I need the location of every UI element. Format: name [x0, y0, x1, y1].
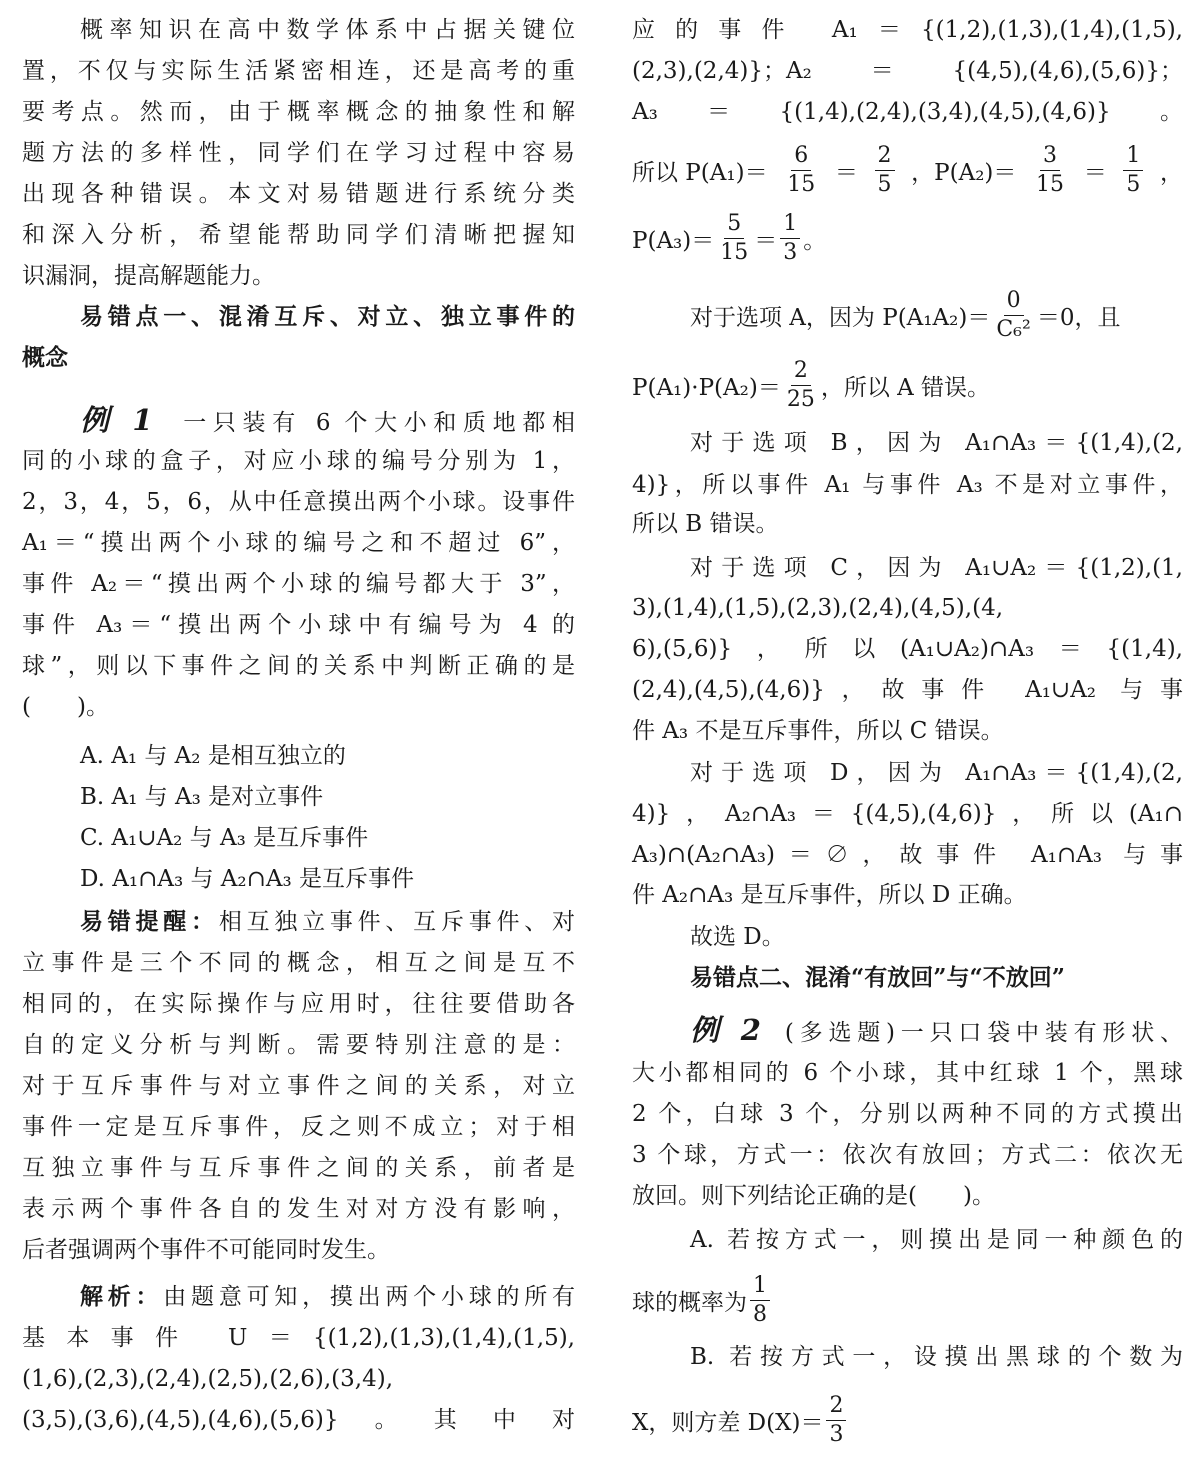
option-c-analysis: 6),(5,6)}，所以(A₁∪A₂)∩A₃＝{(1,4), [632, 636, 1183, 662]
analysis-line: (2,3),(2,4)}；A₂＝{(4,5),(4,6),(5,6)}； [632, 58, 1183, 84]
intro-line: 要考点。然而，由于概率概念的抽象性和解 [22, 99, 575, 125]
example-2-line: 放回。则下列结论正确的是( )。 [632, 1183, 995, 1209]
option-c-analysis: (2,4),(4,5),(4,6)}，故事件 A₁∪A₂ 与事 [632, 677, 1183, 703]
math-text: ＝0，且 [1036, 304, 1121, 331]
example-1-line: A₁＝“摸出两个小球的编号之和不超过 6”， [22, 530, 575, 556]
fraction [1033, 142, 1067, 199]
example-1-line: 球”，则以下事件之间的关系中判断正确的是 [22, 653, 575, 679]
numerator: 1 [1123, 142, 1143, 171]
analysis-line: A₃＝{(1,4),(2,4),(3,4),(4,5),(4,6)}。 [632, 99, 1183, 125]
math-text: ＝ [1083, 159, 1107, 186]
denominator: 3 [829, 1421, 844, 1447]
example-1-text: 一只装有 6 个大小和质地都相 [176, 410, 575, 436]
math-text: ， [1159, 159, 1183, 186]
analysis-line: (1,6),(2,3),(2,4),(2,5),(2,6),(3,4), [22, 1366, 394, 1392]
option-b-analysis: 对于选项 B，因为 A₁∩A₃＝{(1,4),(2, [690, 430, 1183, 456]
fraction [784, 357, 818, 414]
numerator: 6 [791, 142, 811, 171]
example-2-option-b [632, 1385, 1183, 1455]
fraction [993, 287, 1033, 344]
analysis-text: 由题意可知，摸出两个小球的所有 [163, 1284, 576, 1310]
example-1-line: 事件 A₃＝“摸出两个小球中有编号为 4 的 [22, 612, 575, 638]
option-d-analysis: 对于选项 D，因为 A₁∩A₃＝{(1,4),(2, [690, 760, 1183, 786]
numerator: 3 [1040, 142, 1060, 171]
intro-line: 概率知识在高中数学体系中占据关键位 [80, 17, 575, 43]
numerator: 2 [826, 1392, 846, 1421]
reminder-line: 表示两个事件各自的发生对对方没有影响， [22, 1196, 575, 1222]
analysis-label: 解析： [80, 1283, 164, 1310]
answer-line: 故选 D。 [690, 924, 785, 950]
math-text: P(A₁)·P(A₂)＝ [632, 374, 781, 401]
option-c: C. A₁∪A₂ 与 A₃ 是互斥事件 [80, 825, 369, 851]
example-1-line: 同的小球的盒子，对应小球的编号分别为 1， [22, 448, 575, 474]
example-1-label: 例 1 [80, 403, 153, 437]
section-heading-1: 易错点一、混淆互斥、对立、独立事件的 [80, 303, 575, 330]
denominator: 8 [753, 1301, 767, 1327]
option-b: B. A₁ 与 A₃ 是对立事件 [80, 784, 324, 810]
option-a-analysis [632, 280, 1183, 350]
example-2-line: 2 个，白球 3 个，分别以两种不同的方式摸出 [632, 1101, 1183, 1127]
example-2-option-a: A. 若按方式一，则摸出是同一种颜色的 [690, 1227, 1183, 1253]
numerator: 1 [780, 210, 800, 239]
denominator: 5 [1126, 171, 1141, 197]
example-2-line: 大小都相同的 6 个小球，其中红球 1 个，黑球 [632, 1060, 1183, 1086]
intro-line: 题方法的多样性，同学们在学习过程中容易 [22, 140, 575, 166]
numerator: 0 [1004, 287, 1024, 316]
reminder-line: 事件一定是互斥事件，反之则不成立；对于相 [22, 1114, 575, 1140]
option-b-analysis: 4)}，所以事件 A₁ 与事件 A₃ 不是对立事件， [632, 472, 1183, 498]
option-d-analysis: A₃)∩(A₂∩A₃)＝∅，故事件 A₁∩A₃ 与事 [632, 842, 1183, 868]
intro-line: 置，不仅与实际生活紧密相连，还是高考的重 [22, 58, 575, 84]
section-heading-2: 易错点二、混淆“有放回”与“不放回” [690, 964, 1065, 991]
analysis-line: 应的事件 A₁＝{(1,2),(1,3),(1,4),(1,5), [632, 17, 1183, 43]
option-c-analysis: 件 A₃ 不是互斥事件，所以 C 错误。 [632, 718, 1004, 744]
denominator: C₆² [996, 316, 1031, 342]
math-text: 对于选项 A，因为 P(A₁A₂)＝ [690, 304, 991, 331]
math-text: 球的概率为 [632, 1289, 747, 1316]
left-column [22, 0, 575, 1465]
probability-line [632, 203, 1183, 273]
fraction [826, 1392, 846, 1449]
numerator: 5 [724, 210, 744, 239]
reminder-text: 相互独立事件、互斥事件、对 [218, 909, 576, 935]
example-2-option-b: B. 若按方式一，设摸出黑球的个数为 [690, 1344, 1183, 1370]
reminder-line: 立事件是三个不同的概念，相互之间是互不 [22, 950, 575, 976]
math-text: ，所以 A 错误。 [820, 374, 991, 401]
example-1-line: 2，3，4，5，6，从中任意摸出两个小球。设事件 [22, 489, 575, 515]
math-text: X，则方差 D(X)＝ [632, 1409, 824, 1436]
numerator: 2 [791, 357, 811, 386]
example-1-line: 事件 A₂＝“摸出两个小球的编号都大于 3”， [22, 571, 575, 597]
analysis-line [22, 1277, 575, 1317]
option-c-analysis: 对于选项 C，因为 A₁∪A₂＝{(1,2),(1, [690, 555, 1183, 581]
fraction [780, 210, 800, 267]
math-text: 所以 P(A₁)＝ [632, 159, 768, 186]
right-column [632, 0, 1183, 1465]
reminder-line [22, 902, 575, 942]
option-d-analysis: 件 A₂∩A₃ 是互斥事件，所以 D 正确。 [632, 882, 1027, 908]
math-text: ，P(A₂)＝ [911, 159, 1017, 186]
reminder-label: 易错提醒： [80, 908, 219, 935]
math-text: P(A₃)＝ [632, 227, 715, 254]
option-b-analysis: 所以 B 错误。 [632, 511, 779, 537]
example-2-text: (多选题)一只口袋中装有形状、 [784, 1020, 1183, 1046]
example-2-line: 3 个球，方式一：依次有放回；方式二：依次无 [632, 1142, 1183, 1168]
example-1-line: ( )。 [22, 694, 109, 720]
numerator: 2 [875, 142, 895, 171]
math-text: 。 [803, 227, 827, 254]
denominator: 15 [787, 171, 816, 197]
fraction [1123, 142, 1143, 199]
math-text: ＝ [754, 227, 778, 254]
example-2-line [632, 1010, 1183, 1050]
intro-line: 出现各种错误。本文对易错题进行系统分类 [22, 181, 575, 207]
fraction [717, 210, 751, 267]
fraction [875, 142, 895, 199]
denominator: 15 [1036, 171, 1065, 197]
reminder-line: 自的定义分析与判断。需要特别注意的是： [22, 1032, 575, 1058]
reminder-line: 相同的，在实际操作与应用时，往往要借助各 [22, 991, 575, 1017]
probability-line [632, 135, 1183, 205]
denominator: 5 [877, 171, 892, 197]
denominator: 25 [786, 386, 815, 412]
intro-line: 识漏洞，提高解题能力。 [22, 263, 275, 289]
option-d-analysis: 4)}，A₂∩A₃＝{(4,5),(4,6)}，所以(A₁∩ [632, 801, 1183, 827]
option-a: A. A₁ 与 A₂ 是相互独立的 [80, 743, 346, 769]
example-1-line [22, 400, 575, 440]
reminder-line: 后者强调两个事件不可能同时发生。 [22, 1237, 390, 1263]
fraction [784, 142, 818, 199]
example-2-option-a [632, 1265, 1183, 1335]
numerator: 1 [750, 1272, 770, 1301]
denominator: 15 [720, 239, 749, 265]
section-heading-1-cont: 概念 [22, 344, 68, 371]
denominator: 3 [783, 239, 798, 265]
reminder-line: 对于互斥事件与对立事件之间的关系，对立 [22, 1073, 575, 1099]
analysis-line: 基本事件 U＝{(1,2),(1,3),(1,4),(1,5), [22, 1325, 575, 1351]
fraction [750, 1272, 770, 1329]
example-2-label: 例 2 [690, 1013, 761, 1047]
reminder-line: 互独立事件与互斥事件之间的关系，前者是 [22, 1155, 575, 1181]
option-d: D. A₁∩A₃ 与 A₂∩A₃ 是互斥事件 [80, 866, 415, 892]
option-a-analysis [632, 350, 1183, 420]
analysis-line: (3,5),(3,6),(4,5),(4,6),(5,6)}。其中对 [22, 1407, 575, 1433]
intro-line: 和深入分析，希望能帮助同学们清晰把握知 [22, 222, 575, 248]
math-text: ＝ [834, 159, 858, 186]
option-c-analysis: 3),(1,4),(1,5),(2,3),(2,4),(4,5),(4, [632, 595, 1004, 621]
